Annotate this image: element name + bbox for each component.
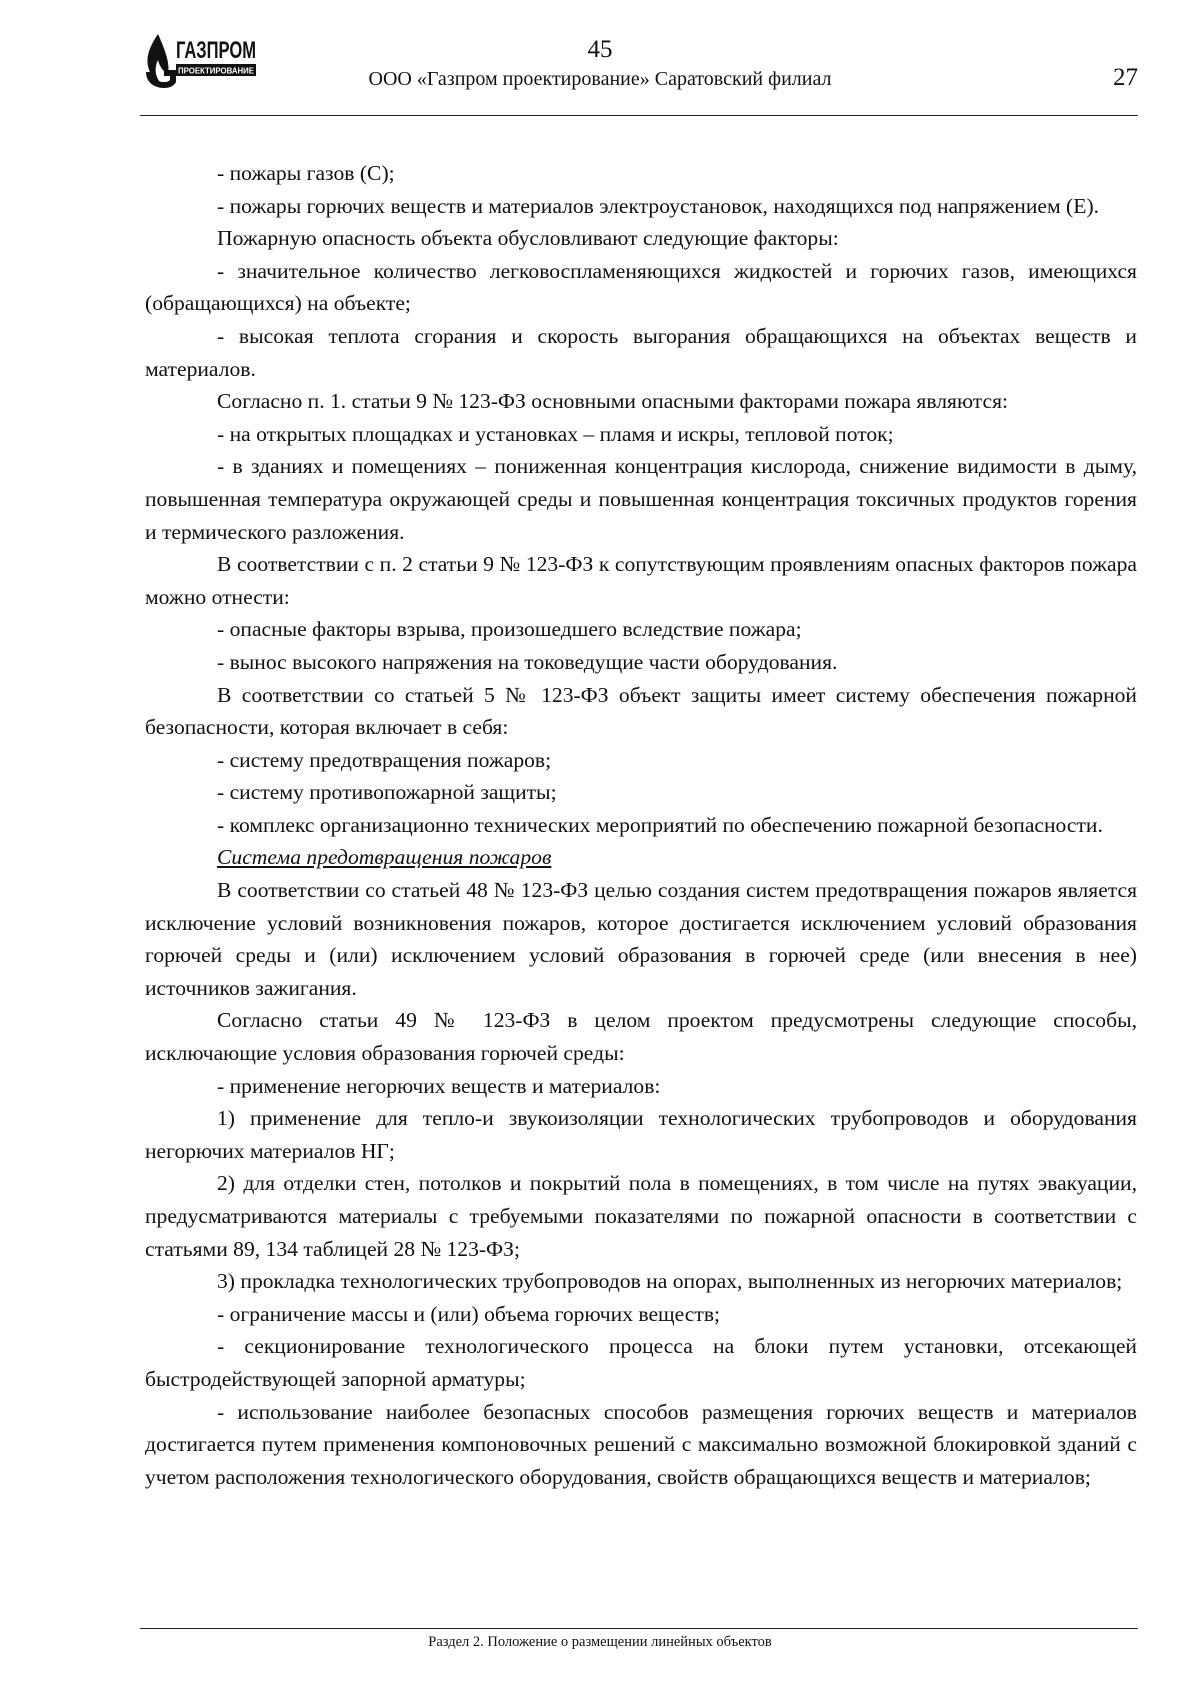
footer-section-title: Раздел 2. Положение о размещении линейных объектов [428,1634,772,1650]
page-header [0,0,1200,120]
paragraph: - секционирование технологического процесса на блоки путем установки, отсекающей быстродействующей запорной арматуры; [145,1334,1137,1391]
footer-rule [140,1628,1138,1629]
svg-text:ПРОЕКТИРОВАНИЕ: ПРОЕКТИРОВАНИЕ [178,66,255,76]
page-number: 27 [1113,64,1138,91]
svg-text:ГАЗПРОМ: ГАЗПРОМ [176,37,256,64]
paragraph: 1) применение для тепло-и звукоизоляции технологических трубопроводов и оборудования негорючих материалов НГ; [145,1106,1137,1163]
paragraph: - высокая теплота сгорания и скорость выгорания обращающихся на объектах веществ и материалов. [145,323,1137,381]
paragraph: - комплекс организационно технических мероприятий по обеспечению пожарной безопасности. [217,812,1103,837]
paragraph: Пожарную опасность объекта обусловливают следующие факторы: [217,226,839,251]
paragraph: - систему противопожарной защиты; [217,780,557,805]
paragraph: В соответствии с п. 2 статьи 9 № 123-ФЗ к сопутствующим проявлениям опасных факторов пожара можно отнести: [145,552,1137,609]
paragraph: - использование наиболее безопасных способов размещения горючих веществ и материалов достигается путем применения компоновочных решений с максимально возможной блокировкой зданий с учетом расположения технологического оборудования, свойств обращающихся веществ и материалов; [145,1399,1137,1489]
paragraph: - пожары газов (C); [217,161,395,185]
paragraph: 2) для отделки стен, потолков и покрытий пола в помещениях, в том числе на путях эвакуации, предусматриваются материалы с требуемыми показателями по пожарной опасности в соответствии с статьями 89, 134 таблицей 28 № 123-ФЗ; [145,1171,1137,1261]
paragraph: - значительное количество легковоспламеняющихся жидкостей и горючих газов, имеющихся (обращающихся) на объекте; [145,258,1137,316]
paragraph: - на открытых площадках и установках – пламя и искры, тепловой поток; [217,421,894,446]
paragraph: В соответствии со статьей 5 № 123-ФЗ объект защиты имеет систему обеспечения пожарной безопасности, которая включает в себя: [145,682,1137,740]
document-sheet-number: 45 [587,36,613,63]
paragraph: В соответствии со статьей 48 № 123-ФЗ целью создания систем предотвращения пожаров является исключение условий возникновения пожаров, которое достигается исключением условий образования горючей среды и (или) исключением условий образования в горючей среде (или внесения в нее) источников зажигания. [145,878,1137,1000]
organization-name: ООО «Газпром проектирование» Саратовский филиал [368,68,832,90]
paragraph: - ограничение массы и (или) объема горючих веществ; [217,1301,721,1326]
section-heading: Система предотвращения пожаров [217,845,552,870]
paragraph: - применение негорючих веществ и материалов: [217,1073,661,1098]
document-body [145,157,1137,1493]
paragraph: Согласно статьи 49 № 123-ФЗ в целом проектом предусмотрены следующие способы, исключающие условия образования горючей среды: [145,1008,1137,1066]
paragraph: - опасные факторы взрыва, произошедшего вследствие пожара; [217,617,802,642]
paragraph: - пожары горючих веществ и материалов электроустановок, находящихся под напряжением (E). [217,193,1100,218]
paragraph: 3) прокладка технологических трубопроводов на опорах, выполненных из негорючих материалов; [217,1269,1123,1294]
paragraph: Согласно п. 1. статьи 9 № 123-ФЗ основными опасными факторами пожара являются: [217,389,1009,414]
paragraph: - вынос высокого напряжения на токоведущие части оборудования. [217,649,838,674]
paragraph: - систему предотвращения пожаров; [217,747,552,772]
header-rule [140,115,1138,116]
paragraph: - в зданиях и помещениях – пониженная концентрация кислорода, снижение видимости в дыму, повышенная температура окружающей среды и повышенная концентрация токсичных продуктов горения и термического разложения. [145,454,1137,544]
